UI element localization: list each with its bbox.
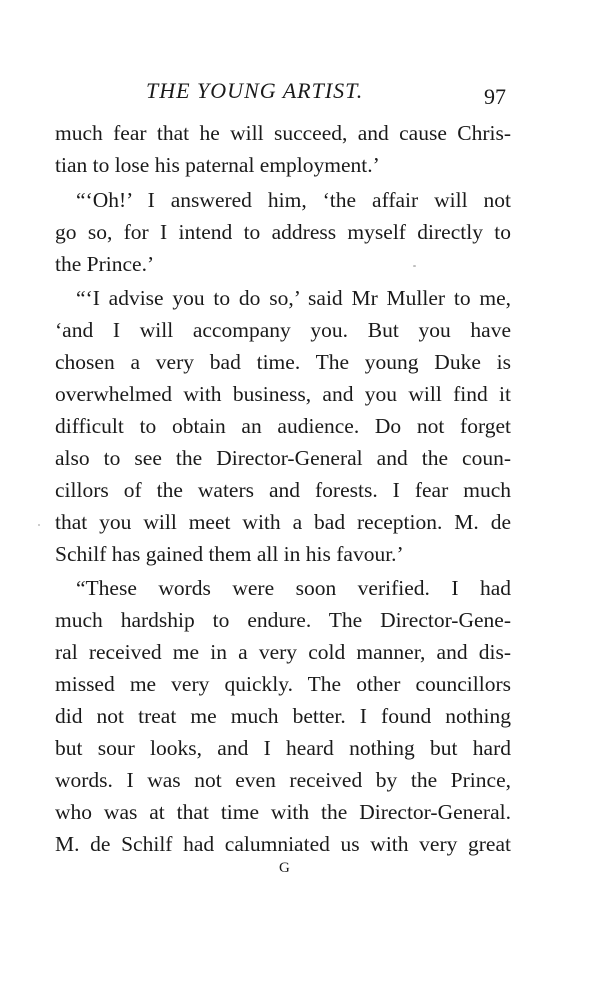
text-line: did not treat me much better. I found nothing <box>55 704 511 728</box>
text-line: ‘and I will accompany you. But you have <box>55 318 511 342</box>
text-line: but sour looks, and I heard nothing but hard <box>55 736 511 760</box>
text-line: difficult to obtain an audience. Do not forget <box>55 414 511 438</box>
text-line: M. de Schilf had calumniated us with very great <box>55 832 511 856</box>
text-line: cillors of the waters and forests. I fear much <box>55 478 511 502</box>
text-line: “These words were soon verified. I had <box>76 576 511 600</box>
text-line: “‘I advise you to do so,’ said Mr Muller to me, <box>76 286 511 310</box>
text-line: much hardship to endure. The Director-Gene- <box>55 608 511 632</box>
text-line: much fear that he will succeed, and cause Chris- <box>55 121 511 145</box>
paper-speck <box>413 265 416 267</box>
text-line: Schilf has gained them all in his favour.’ <box>55 542 404 566</box>
text-line: “‘Oh!’ I answered him, ‘the affair will not <box>76 188 511 212</box>
text-line: missed me very quickly. The other councillors <box>55 672 511 696</box>
text-line: that you will meet with a bad reception. M. de <box>55 510 511 534</box>
text-line: ral received me in a very cold manner, and dis- <box>55 640 511 664</box>
paper-speck <box>38 524 40 526</box>
text-line: go so, for I intend to address myself directly to <box>55 220 511 244</box>
text-line: who was at that time with the Director-General. <box>55 800 511 824</box>
text-line: the Prince.’ <box>55 252 155 276</box>
text-line: words. I was not even received by the Prince, <box>55 768 511 792</box>
text-line: overwhelmed with business, and you will find it <box>55 382 511 406</box>
text-line: chosen a very bad time. The young Duke is <box>55 350 511 374</box>
text-line: also to see the Director-General and the coun- <box>55 446 511 470</box>
running-title: THE YOUNG ARTIST. <box>146 78 364 103</box>
signature-mark: G <box>279 860 290 876</box>
text-line: tian to lose his paternal employment.’ <box>55 153 380 177</box>
page-number: 97 <box>484 84 506 109</box>
